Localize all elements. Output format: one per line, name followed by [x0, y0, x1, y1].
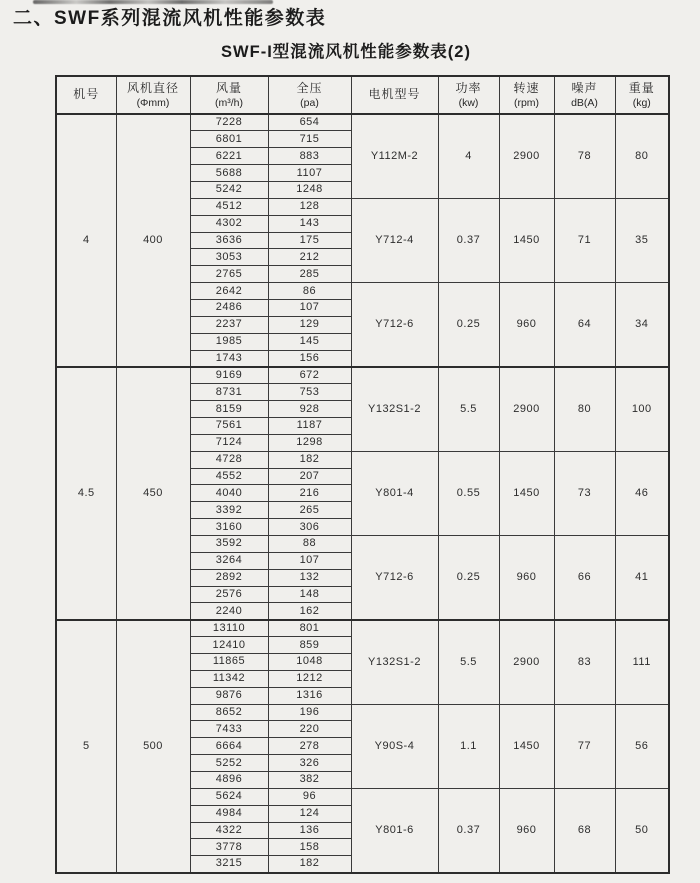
airflow-cell: 3160 [190, 519, 268, 536]
pressure-cell: 175 [268, 232, 351, 249]
header-line1: 机号 [73, 87, 100, 102]
speed-cell: 960 [499, 788, 554, 872]
pressure-cell: 207 [268, 468, 351, 485]
pressure-cell: 128 [268, 198, 351, 215]
performance-table [55, 75, 670, 874]
motor-model-cell: Y712-4 [351, 198, 438, 282]
weight-cell: 34 [615, 283, 669, 367]
airflow-cell: 3392 [190, 502, 268, 519]
header-line1: 全压 [296, 80, 323, 95]
header-line2: (pa) [300, 96, 319, 109]
motor-model-cell: Y132S1-2 [351, 367, 438, 451]
pressure-cell: 86 [268, 283, 351, 300]
speed-cell: 2900 [499, 114, 554, 198]
pressure-cell: 1107 [268, 165, 351, 182]
airflow-cell: 2642 [190, 283, 268, 300]
airflow-cell: 13110 [190, 620, 268, 637]
airflow-cell: 3636 [190, 232, 268, 249]
pressure-cell: 326 [268, 755, 351, 772]
table-row [56, 114, 669, 131]
speed-cell: 2900 [499, 367, 554, 451]
header-line1: 噪声 [571, 80, 598, 95]
pressure-cell: 1048 [268, 654, 351, 671]
weight-cell: 100 [615, 367, 669, 451]
power-cell: 0.37 [438, 198, 499, 282]
diameter-cell: 400 [116, 114, 190, 367]
diameter-cell: 450 [116, 367, 190, 620]
airflow-cell: 9169 [190, 367, 268, 384]
power-cell: 5.5 [438, 620, 499, 704]
pressure-cell: 162 [268, 603, 351, 620]
pressure-cell: 148 [268, 586, 351, 603]
airflow-cell: 4040 [190, 485, 268, 502]
table-row [56, 620, 669, 637]
motor-model-cell: Y712-6 [351, 535, 438, 619]
noise-cell: 80 [554, 367, 615, 451]
header-line2: (rpm) [513, 96, 540, 109]
pressure-cell: 382 [268, 772, 351, 789]
power-cell: 0.25 [438, 283, 499, 367]
pressure-cell: 158 [268, 839, 351, 856]
diameter-cell: 500 [116, 620, 190, 873]
header-line2: (kw) [458, 96, 479, 109]
col-header-airflow [190, 76, 268, 114]
col-header-motor-model [351, 76, 438, 114]
motor-model-cell: Y90S-4 [351, 704, 438, 788]
motor-model-cell: Y712-6 [351, 283, 438, 367]
pressure-cell: 220 [268, 721, 351, 738]
weight-cell: 56 [615, 704, 669, 788]
pressure-cell: 285 [268, 266, 351, 283]
weight-cell: 46 [615, 451, 669, 535]
model-no-cell: 5 [56, 620, 116, 873]
table-header [56, 76, 669, 114]
noise-cell: 64 [554, 283, 615, 367]
power-cell: 0.25 [438, 535, 499, 619]
col-header-power [438, 76, 499, 114]
model-no-cell: 4 [56, 114, 116, 367]
airflow-cell: 6221 [190, 148, 268, 165]
airflow-cell: 2240 [190, 603, 268, 620]
pressure-cell: 143 [268, 215, 351, 232]
airflow-cell: 4322 [190, 822, 268, 839]
airflow-cell: 3264 [190, 552, 268, 569]
airflow-cell: 5252 [190, 755, 268, 772]
weight-cell: 111 [615, 620, 669, 704]
airflow-cell: 6801 [190, 131, 268, 148]
airflow-cell: 4984 [190, 805, 268, 822]
pressure-cell: 216 [268, 485, 351, 502]
airflow-cell: 3215 [190, 856, 268, 873]
airflow-cell: 2765 [190, 266, 268, 283]
motor-model-cell: Y801-6 [351, 788, 438, 872]
airflow-cell: 4728 [190, 451, 268, 468]
pressure-cell: 124 [268, 805, 351, 822]
header-line1: 电机型号 [368, 87, 421, 102]
airflow-cell: 1985 [190, 333, 268, 350]
airflow-cell: 2237 [190, 316, 268, 333]
airflow-cell: 3592 [190, 535, 268, 552]
motor-model-cell: Y132S1-2 [351, 620, 438, 704]
pressure-cell: 107 [268, 299, 351, 316]
model-no-cell: 4.5 [56, 367, 116, 620]
header-line2: (kg) [632, 96, 651, 109]
pressure-cell: 96 [268, 788, 351, 805]
header-line2: (Φmm) [136, 96, 170, 109]
pressure-cell: 1316 [268, 687, 351, 704]
airflow-cell: 3778 [190, 839, 268, 856]
motor-model-cell: Y112M-2 [351, 114, 438, 198]
pressure-cell: 212 [268, 249, 351, 266]
pressure-cell: 306 [268, 519, 351, 536]
airflow-cell: 7228 [190, 114, 268, 131]
airflow-cell: 5242 [190, 181, 268, 198]
pressure-cell: 1248 [268, 181, 351, 198]
pressure-cell: 883 [268, 148, 351, 165]
weight-cell: 41 [615, 535, 669, 619]
header-line1: 风机直径 [126, 80, 179, 95]
speed-cell: 1450 [499, 198, 554, 282]
pressure-cell: 145 [268, 333, 351, 350]
airflow-cell: 11342 [190, 670, 268, 687]
airflow-cell: 7561 [190, 417, 268, 434]
airflow-cell: 4512 [190, 198, 268, 215]
airflow-cell: 12410 [190, 637, 268, 654]
header-line1: 重量 [628, 80, 655, 95]
pressure-cell: 196 [268, 704, 351, 721]
noise-cell: 77 [554, 704, 615, 788]
power-cell: 5.5 [438, 367, 499, 451]
pressure-cell: 132 [268, 569, 351, 586]
airflow-cell: 7124 [190, 434, 268, 451]
pressure-cell: 129 [268, 316, 351, 333]
airflow-cell: 9876 [190, 687, 268, 704]
pressure-cell: 182 [268, 856, 351, 873]
header-line2: dB(A) [571, 96, 598, 109]
airflow-cell: 6664 [190, 738, 268, 755]
noise-cell: 66 [554, 535, 615, 619]
airflow-cell: 8159 [190, 401, 268, 418]
pressure-cell: 928 [268, 401, 351, 418]
pressure-cell: 859 [268, 637, 351, 654]
power-cell: 4 [438, 114, 499, 198]
speed-cell: 960 [499, 283, 554, 367]
header-line1: 转速 [513, 80, 540, 95]
pressure-cell: 715 [268, 131, 351, 148]
pressure-cell: 136 [268, 822, 351, 839]
pressure-cell: 753 [268, 384, 351, 401]
noise-cell: 68 [554, 788, 615, 872]
pressure-cell: 88 [268, 535, 351, 552]
speed-cell: 2900 [499, 620, 554, 704]
power-cell: 1.1 [438, 704, 499, 788]
speed-cell: 1450 [499, 704, 554, 788]
pressure-cell: 182 [268, 451, 351, 468]
col-header-weight [615, 76, 669, 114]
noise-cell: 83 [554, 620, 615, 704]
noise-cell: 73 [554, 451, 615, 535]
noise-cell: 78 [554, 114, 615, 198]
table-body [56, 114, 669, 873]
airflow-cell: 5624 [190, 788, 268, 805]
pressure-cell: 1298 [268, 434, 351, 451]
speed-cell: 1450 [499, 451, 554, 535]
weight-cell: 35 [615, 198, 669, 282]
airflow-cell: 7433 [190, 721, 268, 738]
motor-model-cell: Y801-4 [351, 451, 438, 535]
col-header-fan-diameter [116, 76, 190, 114]
pressure-cell: 107 [268, 552, 351, 569]
pressure-cell: 265 [268, 502, 351, 519]
airflow-cell: 4302 [190, 215, 268, 232]
airflow-cell: 8652 [190, 704, 268, 721]
airflow-cell: 4552 [190, 468, 268, 485]
power-cell: 0.37 [438, 788, 499, 872]
header-line2: (m³/h) [215, 96, 243, 109]
airflow-cell: 2486 [190, 299, 268, 316]
table-row [56, 367, 669, 384]
table-subtitle: SWF-I型混流风机性能参数表(2) [221, 43, 471, 61]
airflow-cell: 11865 [190, 654, 268, 671]
speed-cell: 960 [499, 535, 554, 619]
noise-cell: 71 [554, 198, 615, 282]
airflow-cell: 4896 [190, 772, 268, 789]
page-title: 二、SWF系列混流风机性能参数表 [13, 8, 327, 29]
airflow-cell: 1743 [190, 350, 268, 367]
header-row [56, 76, 669, 114]
power-cell: 0.55 [438, 451, 499, 535]
col-header-model-no [56, 76, 116, 114]
col-header-noise [554, 76, 615, 114]
airflow-cell: 5688 [190, 165, 268, 182]
col-header-total-pressure [268, 76, 351, 114]
airflow-cell: 2576 [190, 586, 268, 603]
pressure-cell: 654 [268, 114, 351, 131]
pressure-cell: 672 [268, 367, 351, 384]
col-header-speed [499, 76, 554, 114]
pressure-cell: 156 [268, 350, 351, 367]
airflow-cell: 2892 [190, 569, 268, 586]
airflow-cell: 8731 [190, 384, 268, 401]
weight-cell: 50 [615, 788, 669, 872]
pressure-cell: 1187 [268, 417, 351, 434]
pressure-cell: 278 [268, 738, 351, 755]
pressure-cell: 801 [268, 620, 351, 637]
weight-cell: 80 [615, 114, 669, 198]
airflow-cell: 3053 [190, 249, 268, 266]
pressure-cell: 1212 [268, 670, 351, 687]
header-line1: 风量 [215, 80, 242, 95]
header-line1: 功率 [455, 80, 482, 95]
